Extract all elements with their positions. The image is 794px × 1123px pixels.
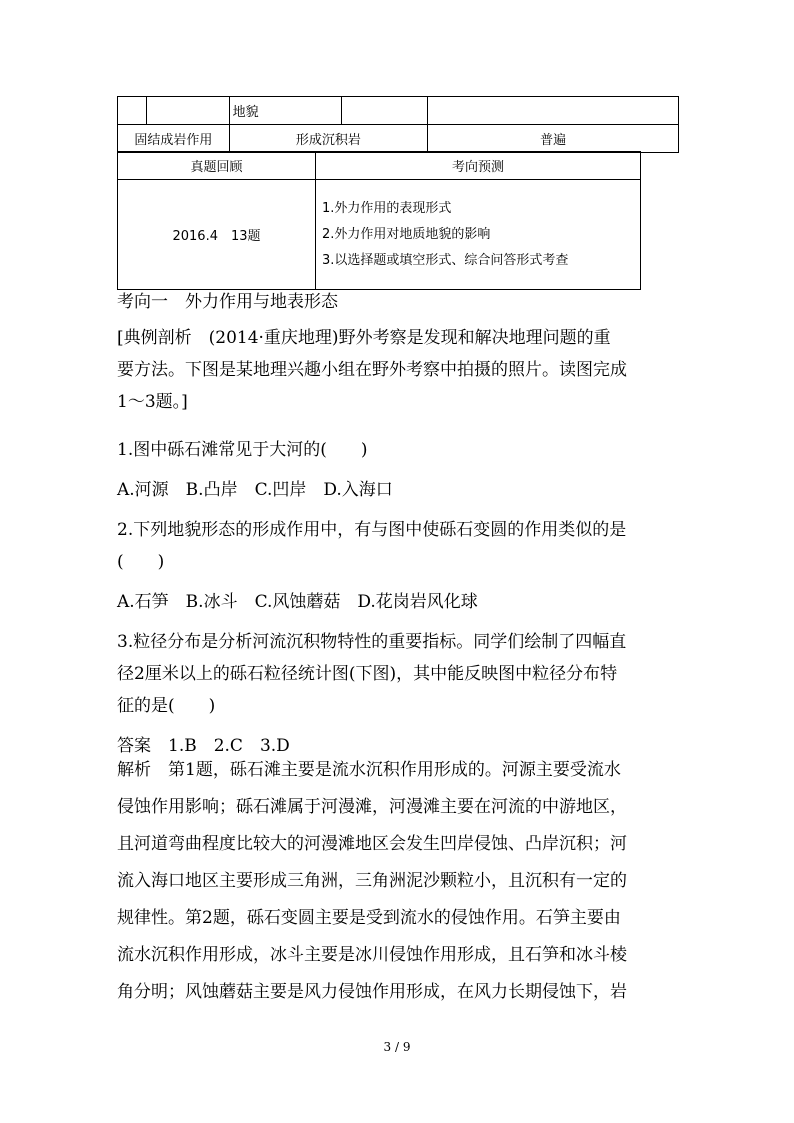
question-2-line2: ( ) — [117, 552, 165, 572]
table-cell — [146, 97, 229, 125]
prediction-cell — [316, 180, 641, 290]
table-header-row — [118, 152, 641, 180]
table-cell: 固结成岩作用 — [118, 125, 230, 153]
answer-line: 答案 1.B 2.C 3.D — [117, 736, 290, 756]
header-prediction: 考向预测 — [316, 152, 641, 180]
question-2-line1: 2.下列地貌形态的形成作用中，有与图中使砾石变圆的作用类似的是 — [117, 520, 627, 540]
list-item: 1.外力作用的表现形式 — [322, 200, 452, 216]
table-cell: 形成沉积岩 — [229, 125, 428, 153]
question-3-line1: 3.粒径分布是分析河流沉积物特性的重要指标。同学们绘制了四幅直 — [117, 632, 627, 652]
table-cell — [342, 97, 428, 125]
question-block — [117, 434, 679, 762]
list-item: 2.外力作用对地质地貌的影响 — [322, 226, 491, 242]
review-cell: 2016.4 13题 — [118, 180, 316, 290]
table-row — [118, 125, 679, 153]
text-line: 1～3题。] — [117, 392, 188, 412]
text-line: 流水沉积作用形成，冰斗主要是冰川侵蚀作用形成，且石笋和冰斗棱 — [117, 945, 627, 965]
table-cell: 普遍 — [428, 125, 679, 153]
question-2-options: A.石笋 B.冰斗 C.风蚀蘑菇 D.花岗岩风化球 — [117, 592, 478, 612]
analysis-block — [117, 752, 679, 1011]
text-line: 角分明；风蚀蘑菇主要是风力侵蚀作用形成，在风力长期侵蚀下，岩 — [117, 982, 627, 1002]
text-line: 解析 第1题，砾石滩主要是流水沉积作用形成的。河源主要受流水 — [117, 760, 621, 780]
text-line: [典例剖析 (2014·重庆地理)野外考察是发现和解决地理问题的重 — [117, 328, 611, 348]
text-line: 且河道弯曲程度比较大的河漫滩地区会发生凹岸侵蚀、凸岸沉积；河 — [117, 834, 627, 854]
question-3-line2: 径2厘米以上的砾石粒径统计图(下图)，其中能反映图中粒径分布特 — [117, 664, 618, 684]
question-1-options: A.河源 B.凸岸 C.凹岸 D.入海口 — [117, 480, 393, 500]
text-line: 规律性。第2题，砾石变圆主要是受到流水的侵蚀作用。石笋主要由 — [117, 908, 621, 928]
list-item: 3.以选择题或填空形式、综合问答形式考查 — [322, 252, 569, 268]
table-cell — [118, 97, 147, 125]
question-3-line3: 征的是( ) — [117, 696, 216, 716]
page-number: 3 / 9 — [383, 1040, 411, 1054]
text-line: 流入海口地区主要形成三角洲，三角洲泥沙颗粒小，且沉积有一定的 — [117, 871, 627, 891]
exam-review-table — [117, 151, 641, 290]
table-cell — [428, 97, 679, 125]
table-row — [118, 97, 679, 125]
example-intro — [117, 322, 679, 418]
text-line: 侵蚀作用影响；砾石滩属于河漫滩，河漫滩主要在河流的中游地区， — [117, 797, 627, 817]
question-1: 1.图中砾石滩常见于大河的( ) — [117, 440, 368, 460]
section-heading: 考向一 外力作用与地表形态 — [117, 292, 338, 312]
landform-table — [117, 96, 679, 153]
table-cell: 地貌 — [229, 97, 342, 125]
text-line: 要方法。下图是某地理兴趣小组在野外考察中拍摄的照片。读图完成 — [117, 360, 627, 380]
table-row — [118, 180, 641, 290]
header-review: 真题回顾 — [118, 152, 316, 180]
